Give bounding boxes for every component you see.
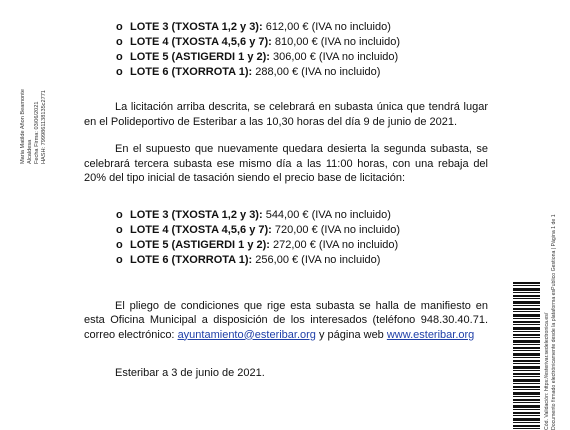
sign-hash: HASH: 7999861138135c2771 <box>41 90 47 164</box>
lot-price: 306,00 € (IVA no incluido) <box>269 51 399 63</box>
list-item <box>84 208 488 223</box>
lot-name: LOTE 6 (TXORROTA 1): <box>130 253 253 266</box>
website-link[interactable]: www.esteribar.org <box>386 328 475 341</box>
validation-code: Cód. Validación: https://esterivar.sedelectronica.es/ <box>544 312 550 430</box>
bullet-icon: o <box>116 21 123 33</box>
document-body <box>84 20 488 381</box>
lot-name: LOTE 4 (TXOSTA 4,5,6 y 7): <box>130 36 272 48</box>
lot-name: LOTE 3 (TXOSTA 1,2 y 3): <box>130 208 263 221</box>
bullet-icon: o <box>116 208 123 221</box>
list-item <box>84 20 488 35</box>
lot-price: 272,00 € (IVA no incluido) <box>269 238 399 251</box>
paragraph-auction-date: La licitación arriba descrita, se celebrará en subasta única que tendrá lugar en el Polideportivo de Esteribar a las 10,30 horas del día 9 de junio de 2021. <box>84 101 488 128</box>
paragraph-conditions <box>84 299 488 343</box>
list-item <box>84 35 488 50</box>
bullet-icon: o <box>116 253 123 266</box>
bullet-icon: o <box>116 51 123 63</box>
lot-list-first <box>84 20 488 80</box>
lot-price: 612,00 € (IVA no incluido) <box>262 21 391 33</box>
conditions-text: El pliego de condiciones que rige esta subasta se halla de manifiesto en esta Oficina Municipal a disposición de los interesados (teléfono 948.30.40.71. correo electrónico: <box>84 299 488 341</box>
lot-price: 256,00 € (IVA no incluido) <box>252 253 381 266</box>
signer-name: Maria Matilde Añon Beamonte <box>20 89 26 164</box>
list-item <box>84 50 488 65</box>
lot-price: 810,00 € (IVA no incluido) <box>271 36 401 48</box>
lot-list-second <box>84 208 488 268</box>
email-link[interactable]: ayuntamiento@esteribar.org <box>177 328 316 341</box>
validation-footer <box>544 214 558 430</box>
bullet-icon: o <box>116 223 123 236</box>
list-item <box>84 65 488 80</box>
paragraph-third-auction: En el supuesto que nuevamente quedara desierta la segunda subasta, se celebrará tercera subasta ese mismo día a las 11:00 horas, con una rebaja del 20% del tipo inicial de tasación siendo el precio base de licitación: <box>84 143 488 184</box>
lot-price: 544,00 € (IVA no incluido) <box>262 208 391 221</box>
conditions-middle: y página web <box>315 328 387 341</box>
list-item <box>84 238 488 253</box>
lot-price: 288,00 € (IVA no incluido) <box>252 66 381 78</box>
sign-date: Fecha Firma: 03/06/2021 <box>34 101 40 164</box>
bullet-icon: o <box>116 66 123 78</box>
lot-name: LOTE 3 (TXOSTA 1,2 y 3): <box>130 21 263 33</box>
lot-name: LOTE 5 (ASTIGERDI 1 y 2): <box>130 51 270 63</box>
bullet-icon: o <box>116 238 123 251</box>
lot-name: LOTE 5 (ASTIGERDI 1 y 2): <box>130 238 270 251</box>
validation-platform: Documento firmado electrónicamente desde la plataforma esPublico Gestiona | Página 1 de 1 <box>550 214 557 430</box>
lot-price: 720,00 € (IVA no incluido) <box>271 223 401 236</box>
barcode <box>513 282 540 430</box>
lot-name: LOTE 6 (TXORROTA 1): <box>130 66 253 78</box>
signature-stamp <box>20 4 60 164</box>
signer-role: Alcaldesa <box>27 139 33 164</box>
closing-date: Esteribar a 3 de junio de 2021. <box>115 367 265 379</box>
bullet-icon: o <box>116 36 123 48</box>
lot-name: LOTE 4 (TXOSTA 4,5,6 y 7): <box>130 223 272 236</box>
list-item <box>84 253 488 268</box>
list-item <box>84 223 488 238</box>
